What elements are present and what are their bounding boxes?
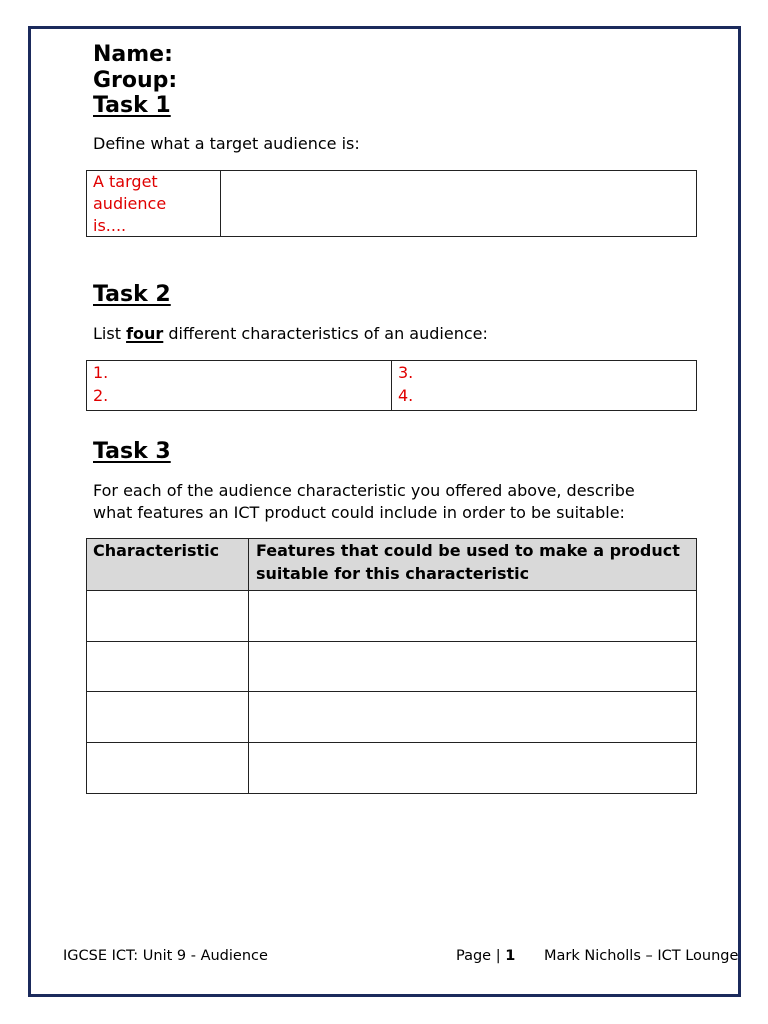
task2-prompt: [93, 324, 488, 344]
task3-prompt-line-2: what features an ICT product could include in order to be suitable:: [93, 503, 625, 522]
footer-course: IGCSE ICT: Unit 9 - Audience: [63, 948, 268, 964]
task2-heading: Task 2: [93, 282, 171, 307]
task2-prompt-before: List: [93, 324, 127, 343]
table-cell-characteristic: [87, 591, 249, 642]
table-cell-features: [249, 743, 697, 794]
task2-prompt-emphasis: four: [126, 324, 164, 343]
footer-page-number: 1: [505, 948, 516, 964]
table-header-features: Features that could be used to make a product suitable for this characteristic: [249, 539, 697, 591]
table-cell-characteristic: [87, 642, 249, 692]
table-cell-features: [249, 692, 697, 743]
name-label: Name:: [93, 42, 173, 67]
task1-starter-cell: [87, 171, 221, 236]
table-cell-characteristic: [87, 743, 249, 794]
task3-prompt: [93, 480, 635, 524]
task1-answer-cell: [221, 171, 696, 236]
footer-page: [456, 947, 515, 965]
task3-features-table: [86, 538, 697, 794]
task2-prompt-after: different characteristics of an audience:: [163, 324, 488, 343]
table-cell-features: [249, 642, 697, 692]
task1-heading: Task 1: [93, 93, 171, 118]
task2-right-cell: [392, 361, 696, 410]
task1-answer-table: [86, 170, 697, 237]
task2-item-3: 3.: [398, 363, 414, 382]
table-cell-characteristic: [87, 692, 249, 743]
table-cell-features: [249, 591, 697, 642]
footer-page-label: Page |: [456, 948, 506, 964]
table-header-characteristic: Characteristic: [87, 539, 249, 591]
footer-author: Mark Nicholls – ICT Lounge: [544, 948, 739, 964]
task2-characteristics-table: [86, 360, 697, 411]
task2-item-4: 4.: [398, 386, 414, 405]
task2-left-cell: [87, 361, 392, 410]
task3-heading: Task 3: [93, 439, 171, 464]
task2-item-1: 1.: [93, 363, 109, 382]
task3-prompt-line-1: For each of the audience characteristic you offered above, describe: [93, 481, 635, 500]
task1-prompt: Define what a target audience is:: [93, 134, 360, 153]
task2-item-2: 2.: [93, 386, 109, 405]
group-label: Group:: [93, 68, 178, 93]
task1-answer-starter: A target audience is....: [93, 172, 167, 235]
